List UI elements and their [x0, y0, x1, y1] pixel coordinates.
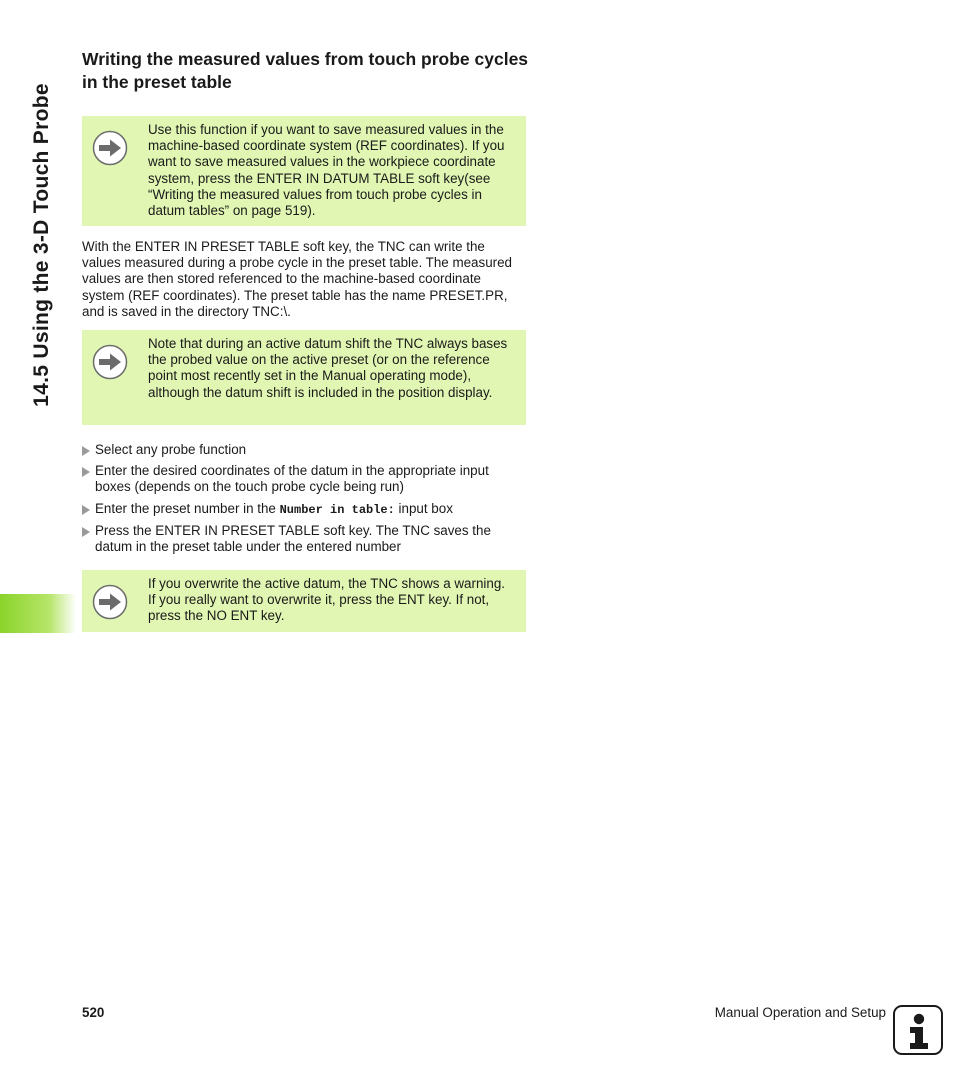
step-text: Select any probe function	[95, 442, 247, 457]
step-list	[82, 442, 526, 560]
note-box-ref-coordinates	[82, 116, 526, 226]
step-text-suffix: input box	[394, 500, 453, 516]
note-text: If you overwrite the active datum, the TNC shows a warning. If you really want to overwrite it, press the ENT key. If not, press the NO ENT key.	[148, 576, 505, 624]
step-text: Enter the desired coordinates of the datum in the appropriate input boxes (depends on the touch probe cycle being run)	[95, 463, 489, 495]
footer-chapter: Manual Operation and Setup	[714, 1005, 886, 1020]
list-item	[82, 463, 526, 495]
chapter-title-text: 14.5 Using the 3-D Touch Probe	[30, 83, 53, 407]
arrow-right-icon	[92, 130, 128, 166]
chapter-tab-marker	[0, 594, 76, 633]
list-item	[82, 442, 526, 458]
arrow-right-icon	[92, 344, 128, 380]
note-text: Use this function if you want to save measured values in the machine-based coordinate system (REF coordinates). If you want to save measured values in the workpiece coordinate system, press the ENTER IN DATUM TABLE soft key(see “Writing the measured values from touch probe cycles in datum tables” on page 519).	[148, 122, 505, 219]
note-box-overwrite-warning	[82, 570, 526, 632]
section-heading: Writing the measured values from touch probe cycles in the preset table	[82, 49, 529, 92]
note-text: Note that during an active datum shift the TNC always bases the probed value on the active preset (or on the reference point most recently set in the Manual operating mode), although the datum shift is included in the position display.	[148, 336, 508, 400]
triangle-bullet-icon	[82, 527, 90, 537]
body-paragraph: With the ENTER IN PRESET TABLE soft key, the TNC can write the values measured during a probe cycle in the preset table. The measured values are then stored referenced to the machine-based coordinate system (REF coordinates). The preset table has the name PRESET.PR, and is saved in the directory TNC:\.	[82, 239, 512, 319]
info-icon	[893, 1005, 943, 1055]
arrow-right-icon	[92, 584, 128, 620]
step-text-prefix: Enter the preset number in the	[95, 500, 280, 516]
list-item	[82, 501, 526, 518]
step-text: Press the ENTER IN PRESET TABLE soft key. The TNC saves the datum in the preset table under the entered number	[95, 522, 491, 555]
triangle-bullet-icon	[82, 446, 90, 456]
list-item	[82, 523, 526, 555]
chapter-side-title	[22, 50, 62, 440]
triangle-bullet-icon	[82, 467, 90, 477]
input-box-name: Number in table:	[279, 502, 395, 517]
triangle-bullet-icon	[82, 505, 90, 515]
note-box-datum-shift	[82, 330, 526, 425]
page-number: 520	[82, 1005, 105, 1020]
